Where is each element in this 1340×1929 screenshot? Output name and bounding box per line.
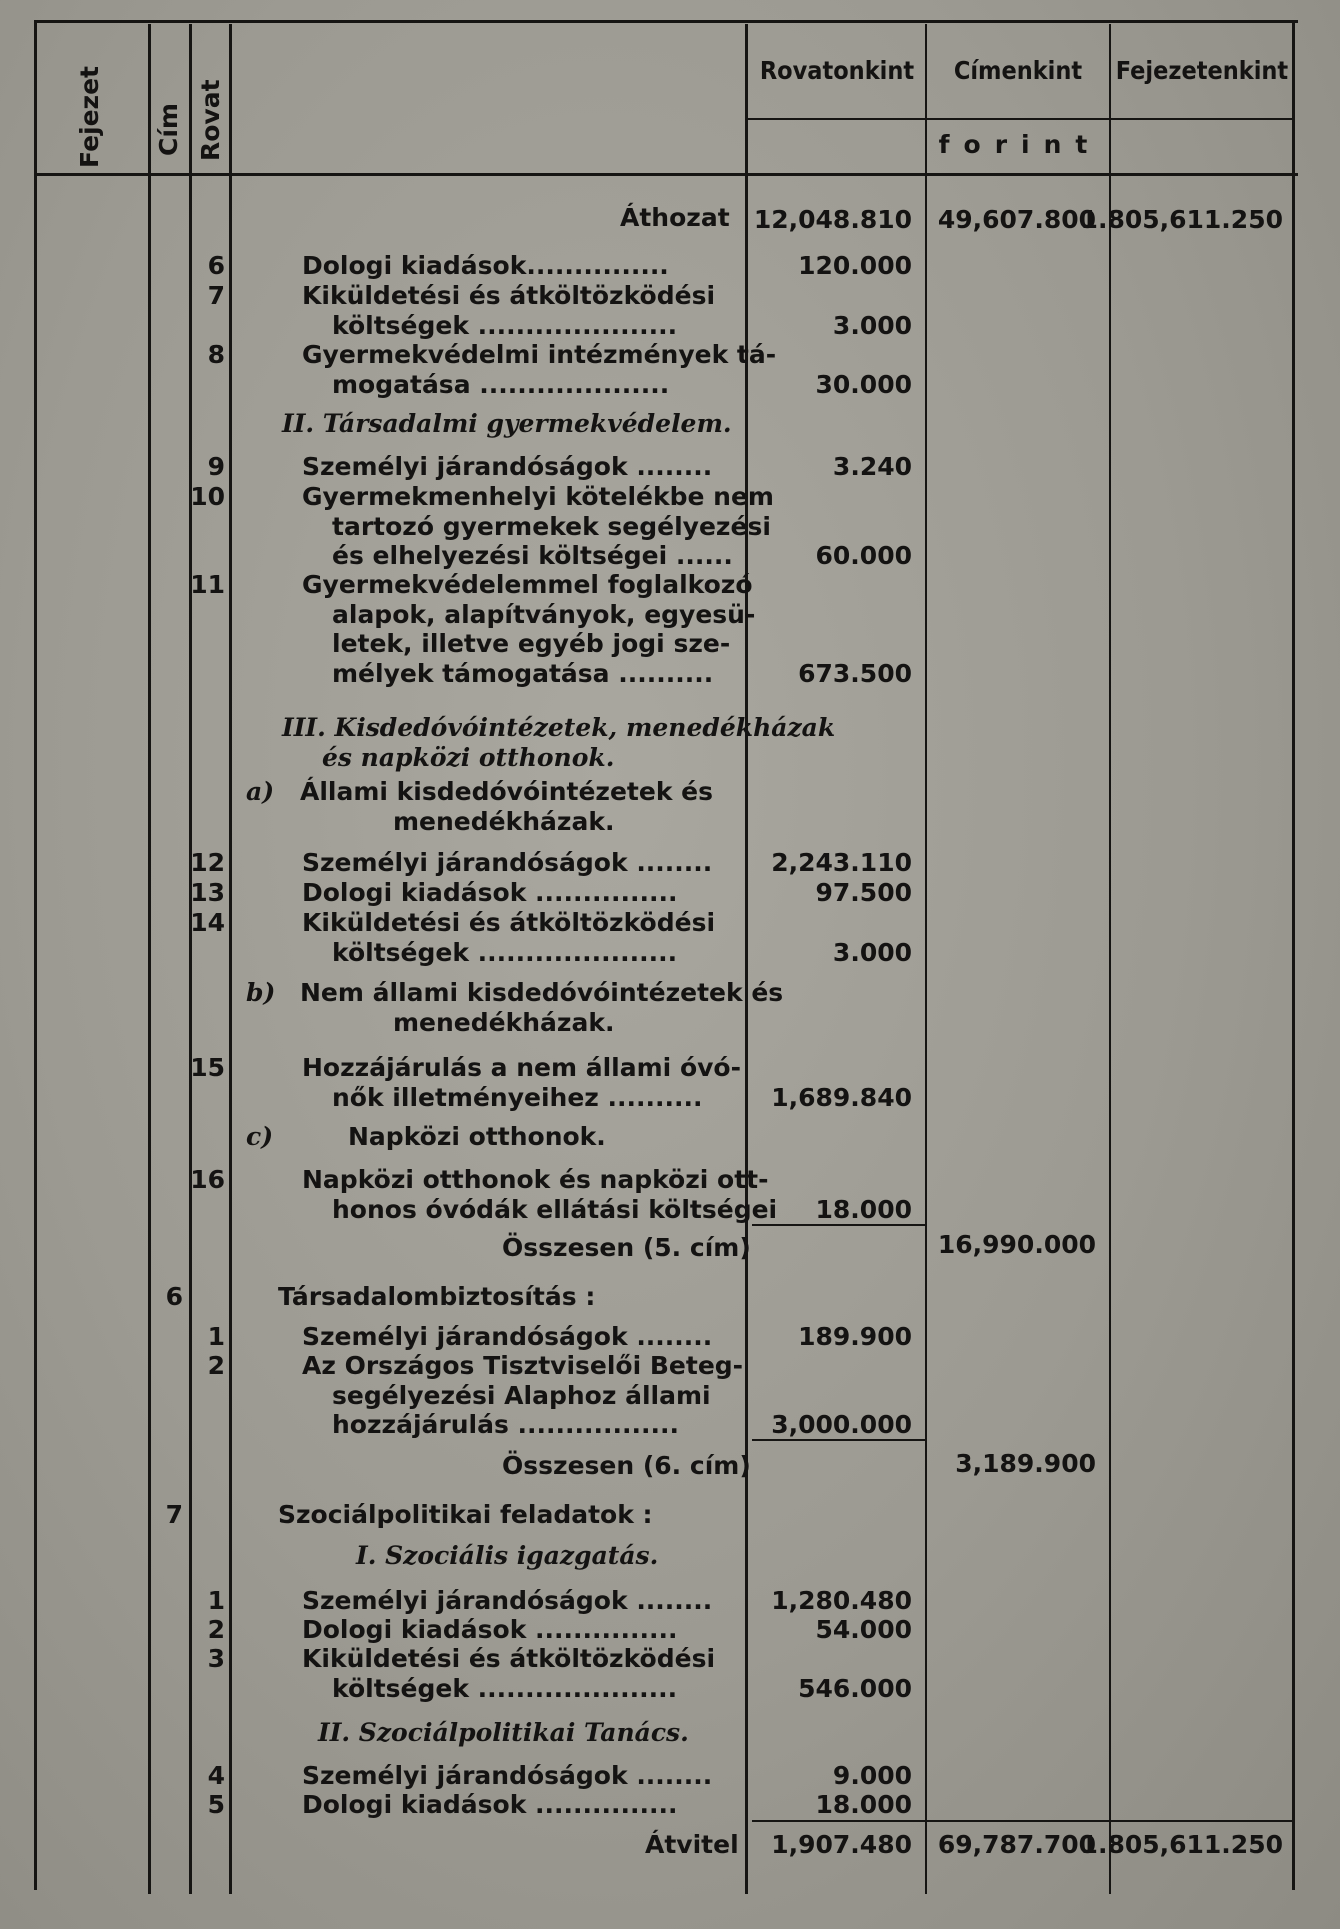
item-description-line: Az Országos Tisztviselői Beteg- bbox=[302, 1351, 744, 1380]
rovatonkint-cimenkint-divider bbox=[925, 24, 927, 1894]
rovat-number: 1 bbox=[207, 1322, 225, 1351]
rovatonkint-amount: 3.000 bbox=[832, 310, 912, 340]
rovat-number: 7 bbox=[207, 281, 225, 310]
header-unit: forint bbox=[938, 130, 1102, 159]
rovatonkint-amount: 97.500 bbox=[815, 878, 912, 907]
item-description-line: Személyi járandóságok ........ bbox=[302, 452, 713, 481]
item-description-line: Gyermekvédelemmel foglalkozó bbox=[302, 570, 753, 599]
rovat-number: 2 bbox=[207, 1615, 225, 1644]
atvitel-rovatonkint: 1,907.480 bbox=[771, 1830, 912, 1859]
item-description-line: menedékházak. bbox=[393, 806, 615, 836]
rovat-number: 1 bbox=[207, 1586, 225, 1615]
rovatonkint-amount: 2,243.110 bbox=[771, 848, 912, 877]
item-description-line: tartozó gyermekek segélyezési bbox=[332, 511, 771, 541]
atvitel-underline bbox=[752, 1820, 1292, 1822]
cim-rovat-divider bbox=[189, 24, 192, 1894]
athozat-fejezetenkint: 1.805,611.250 bbox=[1080, 205, 1283, 234]
item-description-line: honos óvódák ellátási költségei bbox=[332, 1194, 778, 1224]
item-description-line: Hozzájárulás a nem állami óvó- bbox=[302, 1053, 741, 1082]
rovatonkint-amount: 1,280.480 bbox=[771, 1586, 912, 1615]
item-description-line: Dologi kiadások ............... bbox=[302, 878, 678, 907]
section-heading: III. Kisdedóvóintézetek, menedékházak bbox=[282, 713, 836, 742]
item-description-line: Napközi otthonok. bbox=[348, 1122, 606, 1151]
rovat-number: 9 bbox=[207, 452, 225, 481]
rovatonkint-amount: 18.000 bbox=[815, 1790, 912, 1819]
rovatonkint-amount: 3.240 bbox=[832, 452, 912, 481]
item-description-line: mogatása .................... bbox=[332, 369, 670, 399]
section-heading-cont: és napközi otthonok. bbox=[322, 743, 615, 772]
header-rovat: Rovat bbox=[196, 79, 225, 162]
item-description-line: Gyermekmenhelyi kötelékbe nem bbox=[302, 482, 774, 511]
item-description-line: költségek ..................... bbox=[332, 310, 678, 340]
heading-szocialpolitikai-tanacs: II. Szociálpolitikai Tanács. bbox=[318, 1718, 689, 1747]
item-description-line: menedékházak. bbox=[393, 1007, 615, 1037]
rovatonkint-amount: 9.000 bbox=[832, 1761, 912, 1790]
rovatonkint-amount: 18.000 bbox=[815, 1194, 912, 1224]
item-description-line: mélyek támogatása .......... bbox=[332, 658, 714, 688]
header-fejezet: Fejezet bbox=[75, 66, 104, 169]
item-description-line: letek, illetve egyéb jogi sze- bbox=[332, 629, 731, 658]
rovatonkint-amount: 1,689.840 bbox=[771, 1082, 912, 1112]
section-heading: II. Társadalmi gyermekvédelem. bbox=[282, 409, 732, 438]
header-cimenkint: Címenkint bbox=[953, 56, 1083, 85]
rovatonkint-amount: 120.000 bbox=[798, 251, 912, 280]
header-rovatonkint: Rovatonkint bbox=[759, 56, 915, 85]
table-right-border bbox=[1292, 20, 1295, 1890]
item-description-line: Kiküldetési és átköltözködési bbox=[302, 908, 716, 937]
item-description-line: Dologi kiadások ............... bbox=[302, 1790, 678, 1819]
item-description-line: Dologi kiadások ............... bbox=[302, 1615, 678, 1644]
rovatonkint-amount: 3.000 bbox=[832, 937, 912, 967]
rovatonkint-amount: 546.000 bbox=[798, 1673, 912, 1703]
item-description-line: Kiküldetési és átköltözködési bbox=[302, 1644, 716, 1673]
cim6-number: 6 bbox=[165, 1282, 183, 1311]
header-cim: Cím bbox=[154, 103, 183, 157]
rovat-number: 14 bbox=[190, 908, 225, 937]
item-description-line: Személyi járandóságok ........ bbox=[302, 1586, 713, 1615]
rovat-number: 8 bbox=[207, 340, 225, 369]
item-description-line: hozzájárulás ................. bbox=[332, 1410, 679, 1439]
subsection-letter: a) bbox=[246, 777, 275, 806]
item-description-line: Gyermekvédelmi intézmények tá- bbox=[302, 340, 777, 369]
rovatonkint-amount: 60.000 bbox=[815, 541, 912, 570]
subtotal5-underline bbox=[752, 1224, 927, 1226]
rovat-number: 11 bbox=[190, 570, 225, 599]
rovatonkint-amount: 54.000 bbox=[815, 1615, 912, 1644]
desc-amount-divider bbox=[745, 24, 748, 1894]
heading-szocialis-igazgatas: I. Szociális igazgatás. bbox=[356, 1541, 659, 1570]
cim6-label: Társadalombiztosítás : bbox=[278, 1282, 596, 1311]
cimenkint-fejezetenkint-divider bbox=[1109, 24, 1111, 1894]
item-description-line: Személyi járandóságok ........ bbox=[302, 1322, 713, 1351]
rovat-number: 2 bbox=[207, 1351, 225, 1380]
header-fejezetenkint: Fejezetenkint bbox=[1115, 56, 1289, 85]
rovat-number: 3 bbox=[207, 1644, 225, 1673]
item-description-line: Kiküldetési és átköltözködési bbox=[302, 281, 716, 310]
item-description-line: költségek ..................... bbox=[332, 1673, 678, 1703]
item-description-line: alapok, alapítványok, egyesü- bbox=[332, 599, 756, 629]
cim7-label: Szociálpolitikai feladatok : bbox=[278, 1500, 653, 1529]
subsection-letter: b) bbox=[246, 978, 276, 1007]
table-left-border bbox=[34, 20, 37, 1890]
rovatonkint-amount: 673.500 bbox=[798, 658, 912, 688]
item-description-line: és elhelyezési költségei ...... bbox=[332, 541, 733, 570]
rovat-number: 6 bbox=[207, 251, 225, 280]
rovat-number: 16 bbox=[190, 1165, 225, 1194]
item-description-line: Személyi járandóságok ........ bbox=[302, 1761, 713, 1790]
rovat-number: 12 bbox=[190, 848, 225, 877]
cim7-number: 7 bbox=[165, 1500, 183, 1529]
athozat-label: Áthozat bbox=[620, 203, 730, 232]
item-description-line: költségek ..................... bbox=[332, 937, 678, 967]
unit-divider bbox=[746, 118, 1292, 120]
rovatonkint-amount: 30.000 bbox=[815, 369, 912, 399]
item-description-line: Állami kisdedóvóintézetek és bbox=[300, 777, 714, 806]
atvitel-cimenkint: 69,787.700 bbox=[937, 1830, 1096, 1859]
rovatonkint-amount: 3,000.000 bbox=[771, 1410, 912, 1439]
rovat-number: 13 bbox=[190, 878, 225, 907]
athozat-cimenkint: 49,607.800 bbox=[937, 205, 1096, 234]
rovat-number: 15 bbox=[190, 1053, 225, 1082]
athozat-rovatonkint: 12,048.810 bbox=[753, 205, 912, 234]
total6-cimenkint: 3,189.900 bbox=[955, 1449, 1096, 1478]
fejezet-cim-divider bbox=[148, 24, 151, 1894]
subsection-letter: c) bbox=[246, 1122, 274, 1151]
item-description-line: Napközi otthonok és napközi ott- bbox=[302, 1165, 769, 1194]
atvitel-fejezetenkint: 1.805,611.250 bbox=[1080, 1830, 1283, 1859]
rovat-desc-divider bbox=[229, 24, 232, 1894]
atvitel-label: Átvitel bbox=[645, 1830, 739, 1859]
rovat-number: 5 bbox=[207, 1790, 225, 1819]
item-description-line: Nem állami kisdedóvóintézetek és bbox=[300, 978, 784, 1007]
item-description-line: segélyezési Alaphoz állami bbox=[332, 1380, 711, 1410]
rovatonkint-amount: 189.900 bbox=[798, 1322, 912, 1351]
item-description-line: Dologi kiadások............... bbox=[302, 251, 669, 280]
rovat-number: 4 bbox=[207, 1761, 225, 1790]
item-description-line: nők illetményeihez .......... bbox=[332, 1082, 703, 1112]
table-top-border bbox=[34, 20, 1298, 23]
total5-cimenkint: 16,990.000 bbox=[937, 1230, 1096, 1259]
total5-label: Összesen (5. cím) bbox=[502, 1233, 751, 1262]
item-description-line: Személyi járandóságok ........ bbox=[302, 848, 713, 877]
subtotal6-underline bbox=[752, 1439, 927, 1441]
total6-label: Összesen (6. cím) bbox=[502, 1451, 751, 1480]
rovat-number: 10 bbox=[190, 482, 225, 511]
